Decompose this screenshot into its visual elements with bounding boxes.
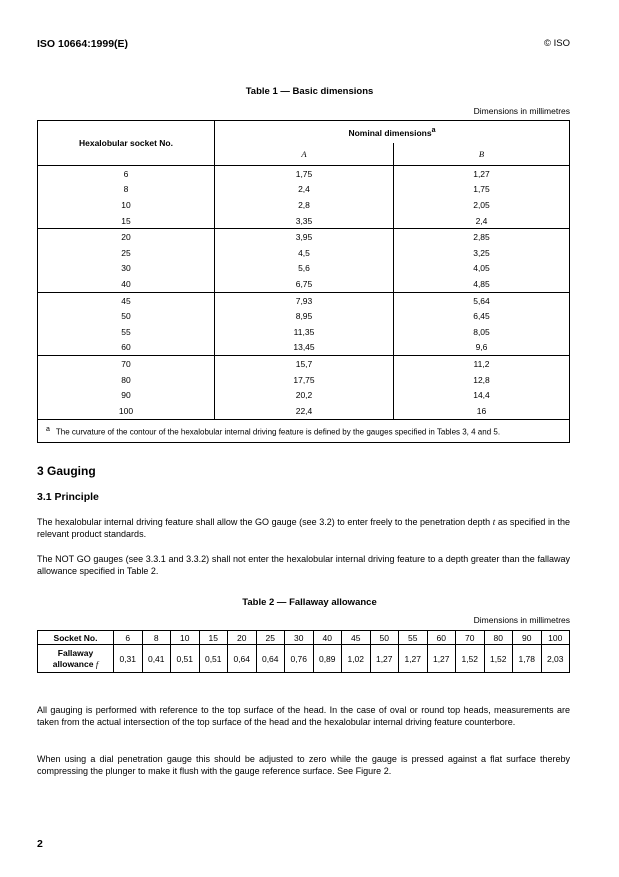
table-row bbox=[38, 340, 570, 356]
dimension-b-cell: 5,64 bbox=[394, 292, 570, 308]
dimension-b-cell: 14,4 bbox=[394, 387, 570, 403]
penetration-depth-variable: t bbox=[492, 517, 496, 527]
fallaway-allowance-cell: 0,51 bbox=[171, 645, 200, 673]
socket-number-cell: 8 bbox=[142, 631, 171, 645]
table-row bbox=[38, 229, 570, 245]
table-row bbox=[38, 292, 570, 308]
allowance-variable: f bbox=[95, 658, 99, 669]
fallaway-allowance-cell: 2,03 bbox=[541, 645, 570, 673]
table1-header-b: B bbox=[394, 143, 570, 166]
table-row bbox=[38, 276, 570, 292]
fallaway-allowance-cell: 0,51 bbox=[199, 645, 228, 673]
table-row bbox=[38, 356, 570, 372]
table1-header-nominal bbox=[215, 121, 570, 144]
dimension-a-cell: 2,8 bbox=[215, 197, 394, 213]
dimension-a-cell: 22,4 bbox=[215, 403, 394, 419]
nominal-footnote-mark: a bbox=[431, 126, 436, 135]
dial-gauge-paragraph: When using a dial penetration gauge this should be adjusted to zero while the gauge is pressed against a flat surface thereby compressing the plunger to make it flush with the gauge reference surface. See Figure 2. bbox=[37, 754, 570, 776]
dimension-a-cell: 4,5 bbox=[215, 245, 394, 261]
page-number: 2 bbox=[37, 838, 43, 850]
socket-number-cell: 6 bbox=[38, 166, 215, 182]
socket-number-cell: 6 bbox=[114, 631, 143, 645]
dimension-b-cell: 8,05 bbox=[394, 324, 570, 340]
dimension-a-cell: 2,4 bbox=[215, 182, 394, 198]
socket-number-cell: 100 bbox=[541, 631, 570, 645]
table-row bbox=[38, 197, 570, 213]
table-row bbox=[38, 403, 570, 419]
para1-pre: The hexalobular internal driving feature shall allow the GO gauge (see 3.2) to enter freely to the penetration depth bbox=[37, 517, 491, 527]
footnote-mark: a bbox=[46, 425, 50, 433]
dimension-a-cell: 15,7 bbox=[215, 356, 394, 372]
socket-number-cell: 10 bbox=[171, 631, 200, 645]
dimension-b-cell: 4,05 bbox=[394, 261, 570, 277]
dimension-a-cell: 3,95 bbox=[215, 229, 394, 245]
dimension-a-cell: 1,75 bbox=[215, 166, 394, 182]
fallaway-allowance-cell: 0,64 bbox=[228, 645, 257, 673]
socket-number-cell: 70 bbox=[456, 631, 485, 645]
dimension-b-cell: 16 bbox=[394, 403, 570, 419]
section-3-heading: 3 Gauging bbox=[37, 464, 96, 478]
dimension-a-cell: 13,45 bbox=[215, 340, 394, 356]
socket-number-cell: 20 bbox=[38, 229, 215, 245]
table2-units: Dimensions in millimetres bbox=[473, 615, 570, 625]
table2-allowance-row bbox=[38, 645, 570, 673]
dimension-b-cell: 1,75 bbox=[394, 182, 570, 198]
dimension-b-cell: 1,27 bbox=[394, 166, 570, 182]
fallaway-allowance-cell: 1,78 bbox=[513, 645, 542, 673]
fallaway-allowance-cell: 1,27 bbox=[370, 645, 399, 673]
table-row bbox=[38, 213, 570, 229]
table-row bbox=[38, 387, 570, 403]
table-row bbox=[38, 182, 570, 198]
socket-number-cell: 45 bbox=[342, 631, 371, 645]
socket-number-cell: 80 bbox=[484, 631, 513, 645]
dimension-b-cell: 3,25 bbox=[394, 245, 570, 261]
dimension-a-cell: 6,75 bbox=[215, 276, 394, 292]
socket-number-cell: 70 bbox=[38, 356, 215, 372]
socket-number-cell: 25 bbox=[256, 631, 285, 645]
table1-footnote bbox=[38, 419, 570, 443]
document-standard-id: ISO 10664:1999(E) bbox=[37, 38, 129, 50]
table-row bbox=[38, 324, 570, 340]
dimension-b-cell: 6,45 bbox=[394, 308, 570, 324]
socket-number-cell: 90 bbox=[38, 387, 215, 403]
table-row bbox=[38, 308, 570, 324]
socket-number-cell: 40 bbox=[313, 631, 342, 645]
fallaway-allowance-cell: 0,76 bbox=[285, 645, 314, 673]
socket-number-cell: 60 bbox=[38, 340, 215, 356]
dimension-b-cell: 9,6 bbox=[394, 340, 570, 356]
fallaway-allowance-cell: 0,31 bbox=[114, 645, 143, 673]
para1-post: as specified in the relevant product standards. bbox=[37, 517, 571, 539]
socket-number-cell: 60 bbox=[427, 631, 456, 645]
allowance-label-text: Fallaway allowance bbox=[52, 647, 94, 669]
dimension-a-cell: 5,6 bbox=[215, 261, 394, 277]
table2-socket-label: Socket No. bbox=[38, 631, 114, 645]
socket-number-cell: 90 bbox=[513, 631, 542, 645]
table2-title: Table 2 — Fallaway allowance bbox=[242, 597, 377, 608]
dimension-a-cell: 7,93 bbox=[215, 292, 394, 308]
socket-number-cell: 10 bbox=[38, 197, 215, 213]
socket-number-cell: 40 bbox=[38, 276, 215, 292]
fallaway-allowance-cell: 0,89 bbox=[313, 645, 342, 673]
table2-allowance-label bbox=[38, 645, 114, 673]
basic-dimensions-table bbox=[37, 120, 570, 443]
table1-title: Table 1 — Basic dimensions bbox=[245, 86, 374, 97]
table-row bbox=[38, 372, 570, 388]
socket-number-cell: 80 bbox=[38, 372, 215, 388]
dimension-a-cell: 11,35 bbox=[215, 324, 394, 340]
socket-number-cell: 45 bbox=[38, 292, 215, 308]
dimension-a-cell: 17,75 bbox=[215, 372, 394, 388]
socket-number-cell: 8 bbox=[38, 182, 215, 198]
table1-header-socket: Hexalobular socket No. bbox=[38, 121, 215, 166]
fallaway-allowance-cell: 1,27 bbox=[399, 645, 428, 673]
footnote-text: The curvature of the contour of the hexalobular internal driving feature is defined by the gauges specified in Tables 3, 4 and 5. bbox=[55, 427, 501, 437]
socket-number-cell: 20 bbox=[228, 631, 257, 645]
socket-number-cell: 50 bbox=[370, 631, 399, 645]
socket-number-cell: 30 bbox=[38, 261, 215, 277]
fallaway-allowance-cell: 1,52 bbox=[484, 645, 513, 673]
socket-number-cell: 15 bbox=[199, 631, 228, 645]
dimension-b-cell: 12,8 bbox=[394, 372, 570, 388]
socket-number-cell: 25 bbox=[38, 245, 215, 261]
dimension-b-cell: 4,85 bbox=[394, 276, 570, 292]
table-row bbox=[38, 245, 570, 261]
fallaway-allowance-cell: 1,27 bbox=[427, 645, 456, 673]
dimension-b-cell: 2,4 bbox=[394, 213, 570, 229]
nominal-label: Nominal dimensions bbox=[348, 127, 432, 138]
dimension-b-cell: 2,85 bbox=[394, 229, 570, 245]
socket-number-cell: 55 bbox=[38, 324, 215, 340]
fallaway-allowance-cell: 0,64 bbox=[256, 645, 285, 673]
table-row bbox=[38, 261, 570, 277]
table-row bbox=[38, 166, 570, 182]
table1-units: Dimensions in millimetres bbox=[473, 106, 570, 116]
section-3-1-heading: 3.1 Principle bbox=[37, 491, 99, 503]
dimension-a-cell: 20,2 bbox=[215, 387, 394, 403]
principle-paragraph-1 bbox=[37, 517, 570, 540]
gauging-reference-paragraph: All gauging is performed with reference to the top surface of the head. In the case of oval or round top heads, measurements are taken from the actual intersection of the top surface of the head and the hexalobular internal driving feature counterbore. bbox=[37, 705, 570, 727]
fallaway-allowance-cell: 0,41 bbox=[142, 645, 171, 673]
table1-header-a: A bbox=[215, 143, 394, 166]
dimension-b-cell: 11,2 bbox=[394, 356, 570, 372]
socket-number-cell: 50 bbox=[38, 308, 215, 324]
socket-number-cell: 30 bbox=[285, 631, 314, 645]
principle-paragraph-2: The NOT GO gauges (see 3.3.1 and 3.3.2) shall not enter the hexalobular internal driving feature to a depth greater than the fallaway allowance specified in Table 2. bbox=[37, 554, 570, 576]
fallaway-allowance-cell: 1,52 bbox=[456, 645, 485, 673]
socket-number-cell: 15 bbox=[38, 213, 215, 229]
dimension-a-cell: 8,95 bbox=[215, 308, 394, 324]
table2-socket-row bbox=[38, 631, 570, 645]
fallaway-allowance-cell: 1,02 bbox=[342, 645, 371, 673]
fallaway-allowance-table bbox=[37, 630, 570, 673]
socket-number-cell: 55 bbox=[399, 631, 428, 645]
dimension-b-cell: 2,05 bbox=[394, 197, 570, 213]
socket-number-cell: 100 bbox=[38, 403, 215, 419]
table1-body bbox=[38, 166, 570, 420]
copyright-notice: © ISO bbox=[543, 38, 570, 49]
dimension-a-cell: 3,35 bbox=[215, 213, 394, 229]
